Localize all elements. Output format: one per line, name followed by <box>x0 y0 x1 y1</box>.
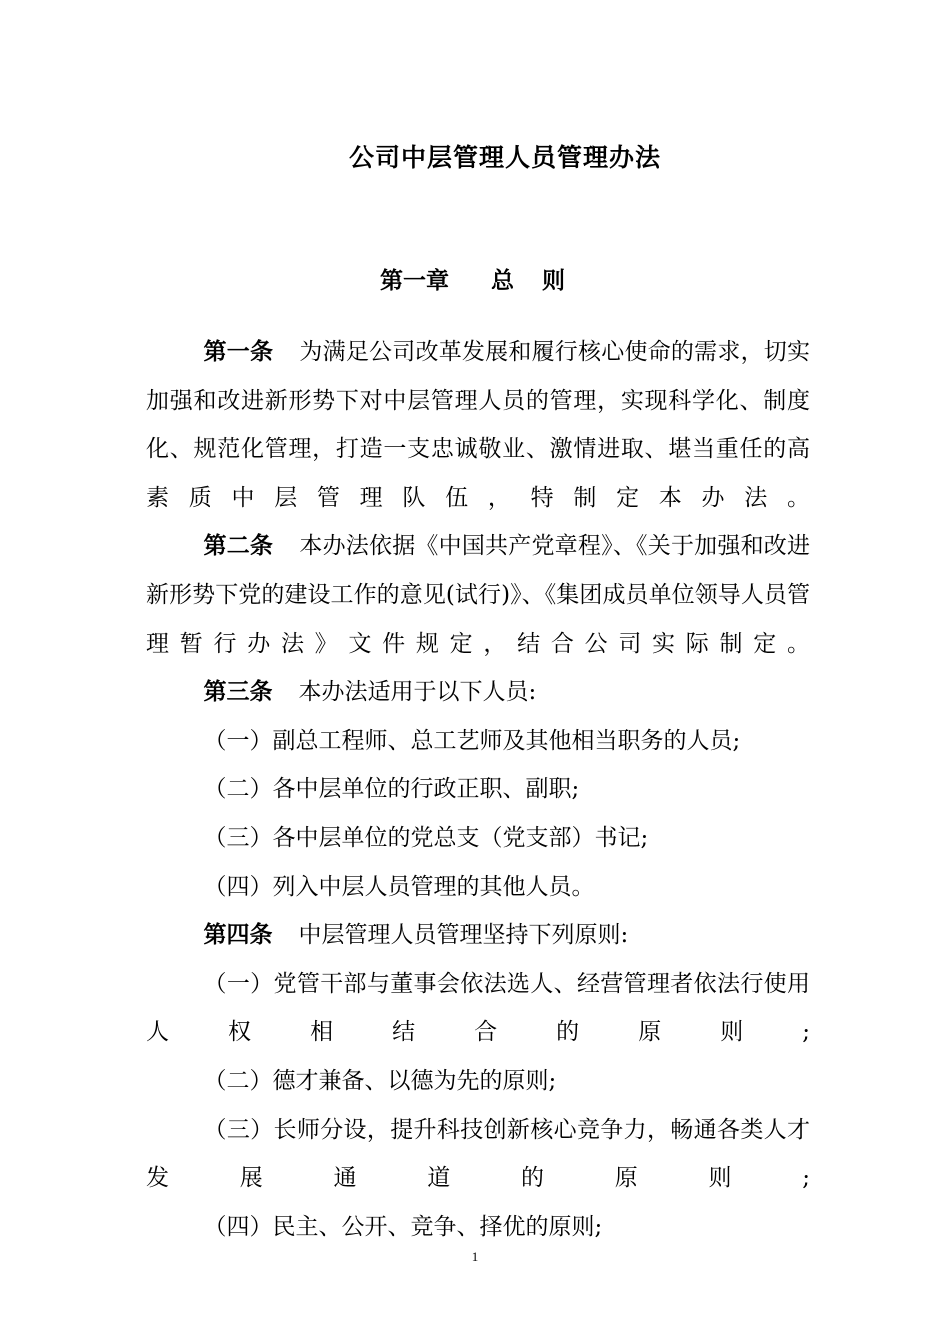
list-item-text: （四）民主、公开、竞争、择优的原则; <box>203 1213 603 1240</box>
chapter-name-part1: 总 <box>491 267 514 294</box>
article-paragraph <box>146 522 810 668</box>
article-label: 第二条 <box>203 532 274 560</box>
list-item-paragraph <box>146 1203 810 1252</box>
list-item-text: （四）列入中层人员管理的其他人员。 <box>203 873 595 900</box>
list-item-paragraph <box>146 1057 810 1106</box>
list-item-text: （一）党管干部与董事会依法选人、经营管理者依法行使用人权相结合的原则; <box>146 970 810 1046</box>
page-number: 1 <box>471 1249 479 1264</box>
article-text: 本办法适用于以下人员: <box>298 679 537 706</box>
article-paragraph <box>146 668 810 717</box>
article-text: 为满足公司改革发展和履行核心使命的需求，切实加强和改进新形势下对中层管理人员的管理，实现科学化、制度化、规范化管理，打造一支忠诚敬业、激情进取、堪当重任的高素质中层管理队伍，特制定本办法。 <box>146 339 811 511</box>
list-item-paragraph <box>146 863 810 912</box>
article-paragraph <box>146 911 810 960</box>
list-item-paragraph <box>146 765 810 814</box>
document-title: 公司中层管理人员管理办法 <box>348 143 661 172</box>
list-item-paragraph <box>146 1106 810 1203</box>
chapter-name-part2: 则 <box>542 267 565 294</box>
article-label: 第一条 <box>203 338 274 365</box>
list-item-text: （三）各中层单位的党总支（党支部）书记; <box>203 824 649 851</box>
list-item-text: （一）副总工程师、总工艺师及其他相当职务的人员; <box>203 727 741 754</box>
article-text: 本办法依据《中国共产党章程》、《关于加强和改进新形势下党的建设工作的意见(试行)》、《集团成员单位领导人员管理暂行办法》文件规定，结合公司实际制定。 <box>146 533 811 657</box>
list-item-text: （二）各中层单位的行政正职、副职; <box>203 776 580 803</box>
list-item-paragraph <box>146 960 810 1057</box>
article-label: 第四条 <box>203 921 273 949</box>
chapter-number: 第一章 <box>380 267 449 294</box>
article-label: 第三条 <box>203 678 273 706</box>
list-item-paragraph <box>146 814 810 863</box>
chapter-heading <box>380 262 565 295</box>
list-item-text: （二）德才兼备、以德为先的原则; <box>203 1067 557 1094</box>
article-text: 中层管理人员管理坚持下列原则: <box>298 922 629 949</box>
document-body <box>146 328 810 1251</box>
article-paragraph <box>146 328 810 522</box>
list-item-text: （三）长师分设，提升科技创新核心竞争力，畅通各类人才发展通道的原则; <box>146 1116 810 1192</box>
list-item-paragraph <box>146 717 810 766</box>
